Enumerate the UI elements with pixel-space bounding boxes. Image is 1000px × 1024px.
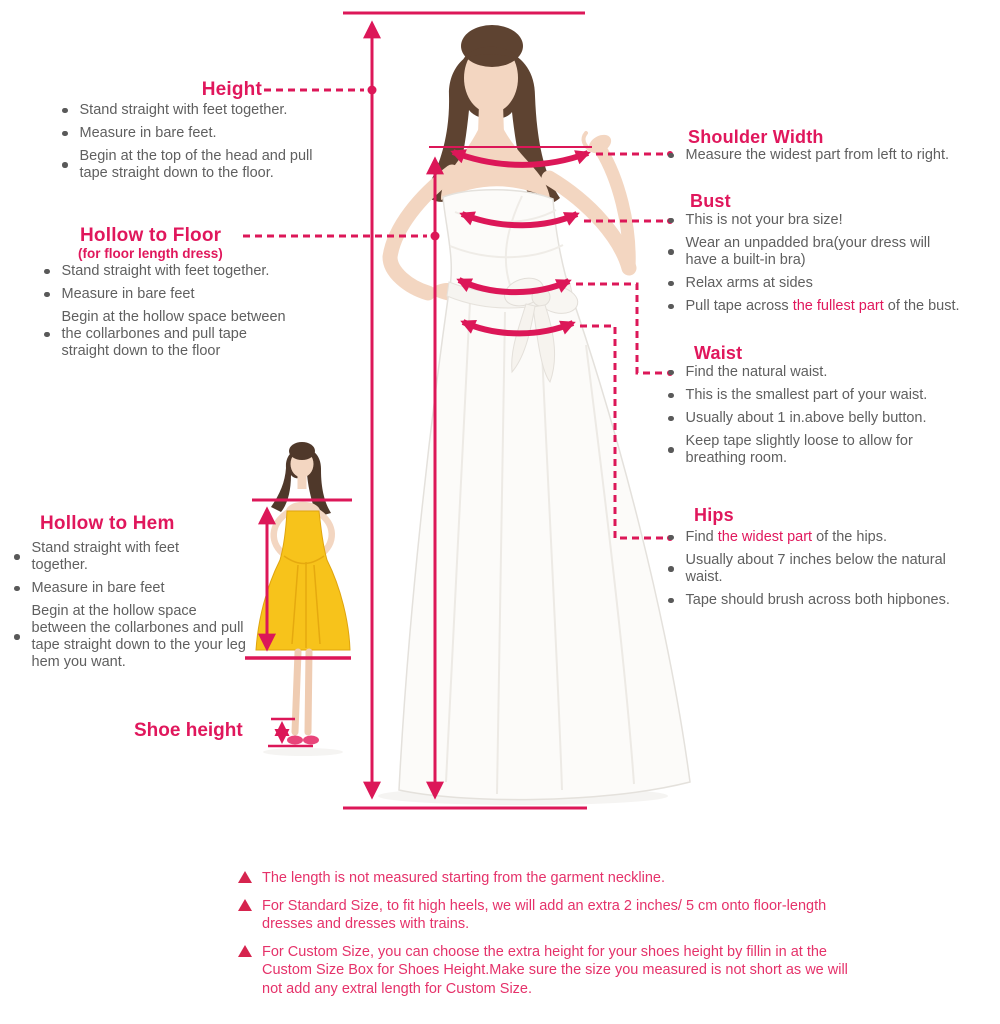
section-title-shoulder-width: Shoulder Width — [688, 127, 824, 147]
hips-bullets — [668, 529, 993, 615]
section-subtitle-hollow-to-floor: (for floor length dress) — [78, 246, 223, 261]
bullet-item: Relax arms at sides — [668, 275, 993, 292]
bullet-item: Stand straight with feet together. — [14, 540, 259, 574]
highlighted-text: the fullest part — [792, 298, 884, 314]
highlighted-text: the widest part — [717, 529, 813, 545]
bullet-item: Stand straight with feet together. — [44, 263, 334, 280]
section-title-hips: Hips — [694, 505, 734, 525]
section-title-hollow-to-floor: Hollow to Floor — [80, 225, 222, 246]
bullet-item: Wear an unpadded bra(your dress will have a built-in bra) — [668, 235, 993, 269]
main-model-illustration — [378, 25, 690, 805]
section-title-hollow-to-hem: Hollow to Hem — [40, 513, 175, 534]
hollow-to-hem-bullets — [14, 540, 259, 677]
section-title-waist: Waist — [694, 343, 743, 363]
waist-bullets — [668, 364, 988, 473]
warning-triangle-icon — [238, 899, 252, 911]
bullet-item: Measure in bare feet. — [62, 125, 352, 142]
shoulder-width-bullets — [668, 147, 993, 170]
bullet-item: Measure the widest part from left to right. — [668, 147, 993, 164]
bullet-item: Stand straight with feet together. — [62, 102, 352, 119]
bullet-item: Find the widest part of the hips. — [668, 529, 993, 546]
bullet-item: Measure in bare feet — [44, 286, 334, 303]
note-item: The length is not measured starting from the garment neckline. — [238, 869, 878, 888]
section-title-bust: Bust — [690, 191, 731, 211]
bullet-item: This is the smallest part of your waist. — [668, 387, 988, 404]
section-title-height: Height — [201, 79, 262, 100]
note-item: For Standard Size, to fit high heels, we will add an extra 2 inches/ 5 cm onto floor-length dresses and dresses with trains. — [238, 897, 878, 934]
bullet-item: This is not your bra size! — [668, 212, 993, 229]
height-bullets — [62, 102, 352, 188]
bullet-item: Begin at the hollow space between the collarbones and pull tape straight down to the floor — [44, 309, 334, 360]
warning-triangle-icon — [238, 945, 252, 957]
bullet-item: Measure in bare feet — [14, 580, 259, 597]
notes-list — [238, 869, 878, 1007]
shoe-height-label: Shoe height — [134, 720, 243, 741]
hollow-to-floor-bullets — [44, 263, 334, 366]
bullet-item: Tape should brush across both hipbones. — [668, 592, 993, 609]
bullet-item: Usually about 1 in.above belly button. — [668, 410, 988, 427]
bullet-item: Pull tape across the fullest part of the bust. — [668, 298, 993, 315]
bullet-item: Find the natural waist. — [668, 364, 988, 381]
bust-bullets — [668, 212, 993, 321]
warning-triangle-icon — [238, 871, 252, 883]
bullet-item: Begin at the top of the head and pull tape straight down to the floor. — [62, 148, 352, 182]
small-model-illustration — [256, 442, 350, 756]
bullet-item: Usually about 7 inches below the natural waist. — [668, 552, 993, 586]
note-item: For Custom Size, you can choose the extra height for your shoes height by fillin in at the Custom Size Box for Shoes Height.Make sure the size you measured is not short as we will not add any extral length for Custom Size. — [238, 943, 878, 999]
bullet-item: Begin at the hollow space between the collarbones and pull tape straight down to the your leg hem you want. — [14, 603, 259, 671]
bullet-item: Keep tape slightly loose to allow for breathing room. — [668, 433, 988, 467]
